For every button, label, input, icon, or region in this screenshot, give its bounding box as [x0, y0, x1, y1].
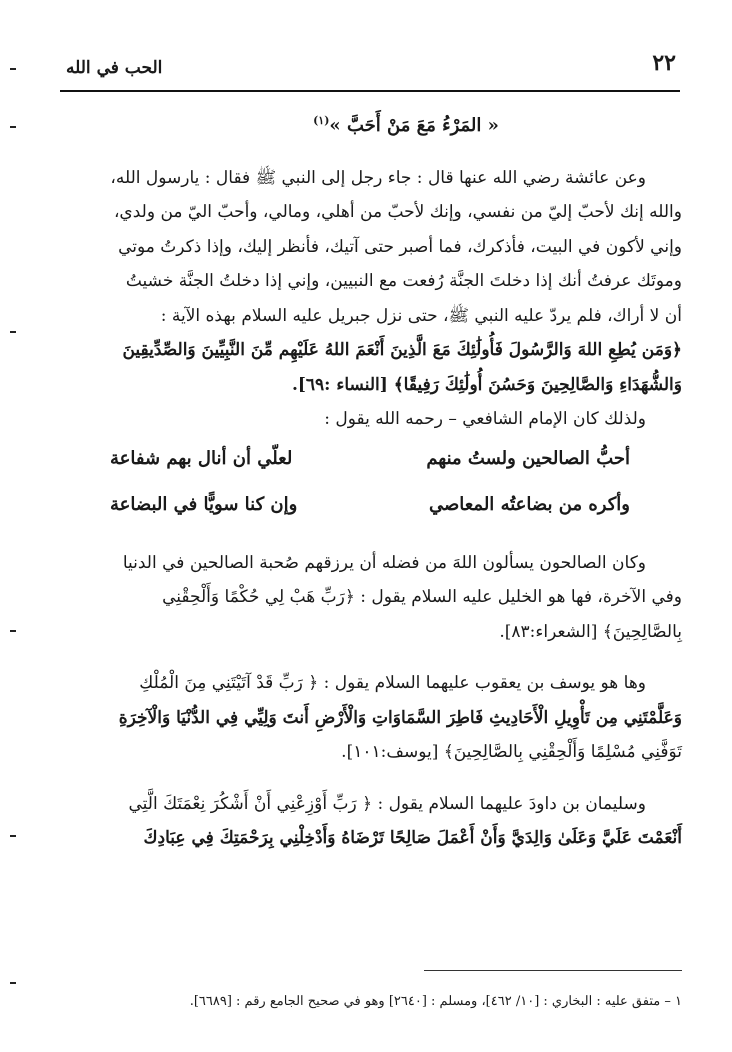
paragraph-khalil — [60, 546, 682, 650]
quran-verse-line: وَعَلَّمْتَنِي مِن تَأْوِيلِ الْأَحَادِيثِ فَاطِرَ السَّمَاوَاتِ وَالْأَرْضِ أَنتَ وَلِيِّي فِي الدُّنْيَا وَالْآخِرَةِ — [118, 707, 682, 728]
footnote-separator — [424, 970, 682, 971]
page-body — [60, 104, 682, 856]
spacer — [60, 649, 682, 666]
poem-hemistich-left: وإن كنا سويًّا في البضاعة — [110, 494, 298, 516]
spacer — [60, 770, 682, 787]
line: تَوَفَّنِي مُسْلِمًا وَأَلْحِقْنِي بِالصَّالِحِينَ﴾ [يوسف:١٠١]. — [341, 742, 682, 762]
page-number: ٢٢ — [652, 50, 676, 76]
quran-verse-line: ﴿وَمَن يُطِعِ اللهَ وَالرَّسُولَ فَأُولَٰئِكَ مَعَ الَّذِينَ أَنْعَمَ اللهُ عَلَيْهِم مِّنَ النَّبِيِّينَ وَالصِّدِّيقِينَ — [122, 340, 682, 360]
line: وإني لأكون في البيت، فأذكرك، فما أصبر حتى آتيك، فأنظر إليك، وإذا ذكرتُ موتي — [118, 236, 682, 257]
paragraph-yusuf — [60, 666, 682, 770]
poem-verse — [110, 483, 630, 529]
hadith-title-text: « المَرْءُ مَعَ مَنْ أَحَبَّ » — [329, 115, 499, 136]
poem-hemistich-right: وأكره من بضاعتُه المعاصي — [428, 494, 630, 516]
hadith-title — [60, 104, 682, 144]
line: وكان الصالحون يسألون اللهَ من فضله أن يرزقهم صُحبة الصالحين في الدنيا — [122, 552, 646, 573]
paragraph-hadith — [60, 161, 682, 403]
edge-mark — [10, 835, 16, 837]
running-title: الحب في الله — [66, 58, 163, 78]
line: والله إنك لأحبّ إليّ من نفسي، وإنك لأحبّ من أهلي، ومالي، وأحبّ اليّ من ولدي، — [113, 202, 682, 222]
spacer — [60, 144, 682, 161]
footnote-marker: (١) — [313, 114, 330, 127]
quran-verse-line: أَنْعَمْتَ عَلَيَّ وَعَلَىٰ وَالِدَيَّ وَأَنْ أَعْمَلَ صَالِحًا تَرْضَاهُ وَأَدْخِلْنِي بِرَحْمَتِكَ فِي عِبَادِكَ — [143, 828, 682, 848]
line: أن لا أراك، فلم يردّ عليه النبي ﷺ، حتى نزل جبريل عليه السلام بهذه الآية : — [160, 305, 682, 326]
line: وعن عائشة رضي الله عنها قال : جاء رجل إلى النبي ﷺ فقال : يارسول الله، — [110, 167, 646, 188]
spacer — [60, 529, 682, 546]
paragraph-sulayman — [60, 787, 682, 856]
poem-intro: ولذلك كان الإمام الشافعي – رحمه الله يقول : — [324, 409, 646, 429]
edge-mark — [10, 68, 16, 70]
poem-hemistich-right: أحبُّ الصالحين ولستُ منهم — [426, 448, 630, 470]
line: وسليمان بن داودَ عليهما السلام يقول : ﴿ رَبِّ أَوْزِعْنِي أَنْ أَشْكُرَ نِعْمَتَكَ الَّتِي — [128, 793, 646, 814]
page-header — [60, 50, 680, 92]
edge-mark — [10, 126, 16, 128]
poem-hemistich-left: لعلّي أن أنال بهم شفاعة — [110, 448, 293, 470]
quran-verse-line: وَالشُّهَدَاءِ وَالصَّالِحِينَ وَحَسُنَ أُولَٰئِكَ رَفِيقًا﴾ [النساء :٦٩]. — [291, 374, 682, 395]
footnote: ١ – متفق عليه : البخاري : [١٠/ ٤٦٢]، ومسلم : [٢٦٤٠] وهو في صحيح الجامع رقم : [٦٦٨٩]. — [189, 994, 682, 1009]
line: وفي الآخرة، فها هو الخليل عليه السلام يقول : ﴿رَبِّ هَبْ لِي حُكْمًا وَأَلْحِقْنِي — [162, 587, 682, 607]
line: وها هو يوسف بن يعقوب عليهما السلام يقول : ﴿ رَبِّ قَدْ آتَيْتَنِي مِنَ الْمُلْكِ — [139, 673, 646, 693]
edge-mark — [10, 331, 16, 333]
line: وموتَك عرفتُ أنك إذا دخلتَ الجنَّة رُفعت مع النبيين، وإني إذا دخلتُ الجنَّة خشيتُ — [125, 271, 682, 291]
poem-verse — [110, 437, 630, 483]
edge-mark — [10, 630, 16, 632]
edge-mark — [10, 982, 16, 984]
line: بِالصَّالِحِينَ﴾ [الشعراء:٨٣]. — [499, 621, 682, 642]
